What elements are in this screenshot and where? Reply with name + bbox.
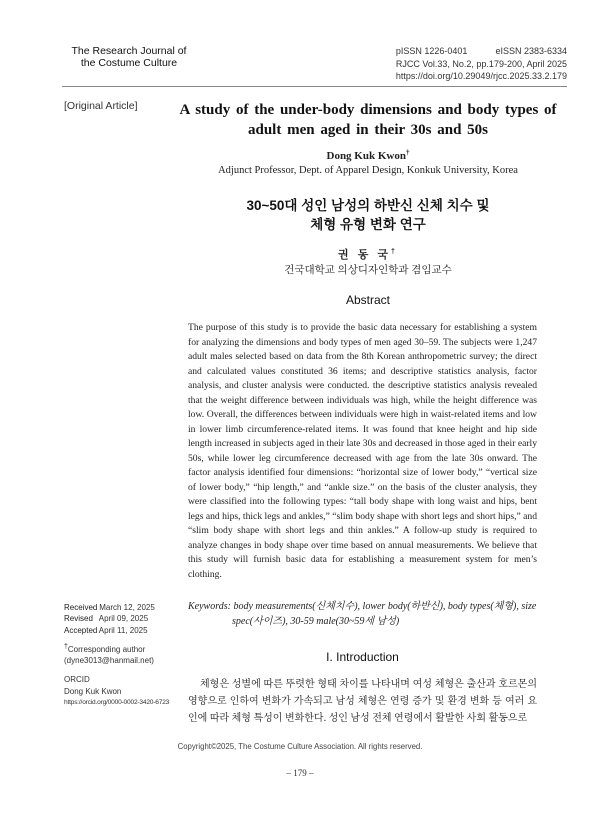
section-heading-introduction: I. Introduction: [326, 650, 399, 664]
eissn: eISSN 2383-6334: [495, 46, 567, 56]
abstract-text: The purpose of this study is to provide the basic data necessary for establishing a system for analyzing the dimensions and body types of men aged 30–59. The subjects were 1,247 adult males selected based on data from the 8th Korean anthropometric survey; the direct and calculated values constituted 36 items; and descriptive statistics analysis, factor analysis, and cluster analysis were conducted. the descriptive statistics analysis revealed that the weight difference between individuals was high, while the height difference was low. Overall, the differences between individuals were high in waist-related items and low in lower limb circumference-related items. It was found that knee height and hip side length increased in subjects aged in their late 30s and decreased in those aged in their early 50s, while lower leg circumference decreased with age from the late 30s onward. The factor analysis identified four dimensions: “horizontal size of lower body,” “vertical size of lower body,” “hip length,” and “ankle size.” on the basis of the cluster analysis, they were classified into the following types: “tall body shape with long waist and hips, bent legs and hips, thick legs and ankles,” “slim body shape with short legs and short hips,” and “slim body shape with short legs and thin ankles.” A follow-up study is required to analyze changes in body shape over time based on annual measurements. We believe that this study will furnish basic data for establishing a measurement system for men’s clothing.: [188, 322, 537, 580]
title-en: A study of the under-body dimensions and body types of adult men aged in their 30s and 50s: [179, 102, 557, 138]
received-date: March 12, 2025: [99, 603, 155, 612]
accepted-date: April 11, 2025: [98, 625, 148, 635]
corresponding-author-label: †Corresponding author: [64, 643, 146, 654]
pissn: pISSN 1226-0401: [395, 46, 468, 56]
page-number: – 179 –: [286, 768, 314, 778]
keywords: [188, 600, 537, 629]
doi-link[interactable]: https://doi.org/10.29049/rjcc.2025.33.2.179: [395, 71, 567, 81]
accepted-row: [64, 625, 184, 636]
author-ko-mark: †: [391, 248, 398, 256]
author-en: [178, 150, 558, 162]
author-en-mark: †: [405, 148, 410, 157]
author-ko-name: 권 동 국: [338, 249, 392, 261]
article-metadata: [64, 602, 184, 708]
introduction-text: 체형은 성별에 따른 뚜렷한 형태 차이를 나타내며 여성 체형은 출산과 호르몬의 영향으로 인하여 변화가 가속되고 남성 체형은 연령 증가 및 환경 변화 등 여러 요인에 따라 체형 특성이 변화한다. 성인 남성 전체 연령에서 활발한 사회 활동으로: [188, 679, 537, 724]
revised-date: April 09, 2025: [98, 614, 149, 624]
abstract-heading: Abstract: [345, 293, 390, 307]
author-en-name: Dong Kuk Kwon: [326, 150, 406, 162]
corresponding-mark: †: [64, 643, 68, 651]
corresponding-email[interactable]: (dyne3013@hanmail.net): [64, 656, 154, 666]
issn-block: [396, 45, 567, 83]
orcid-link[interactable]: https://orcid.org/0000-0002-3420-6723: [64, 699, 170, 707]
author-ko: [178, 246, 558, 262]
orcid-name: Dong Kuk Kwon: [64, 686, 122, 696]
affiliation-ko: 건국대학교 의상디자인학과 겸임교수: [284, 265, 452, 276]
title-ko-line2: 체형 유형 변화 연구: [310, 217, 426, 232]
revised-row: [64, 613, 184, 624]
article-type: [Original Article]: [64, 100, 138, 112]
header-divider: [62, 86, 567, 87]
keywords-line2: spec(사이즈), 30-59 male(30~59세 남성): [232, 615, 400, 627]
journal-name-line2: the Costume Culture: [80, 57, 178, 69]
journal-name-line1: The Research Journal of: [71, 45, 187, 57]
volume-info: RJCC Vol.33, No.2, pp.179-200, April 2025: [395, 58, 567, 69]
title-ko: [178, 196, 558, 234]
accepted-label: Accepted: [64, 625, 98, 635]
issn-line: [396, 45, 567, 58]
title-ko-line1: 30~50대 성인 남성의 하반신 신체 치수 및: [246, 198, 490, 213]
copyright-notice: Copyright©2025, The Costume Culture Association. All rights reserved.: [177, 742, 423, 751]
journal-name: [64, 45, 194, 69]
received-row: [64, 602, 184, 613]
orcid-label: ORCID: [64, 675, 90, 685]
keywords-line1: Keywords: body measurements(신체치수), lower body(하반신), body types(체형), size: [188, 601, 537, 612]
affiliation-en: Adjunct Professor, Dept. of Apparel Design, Konkuk University, Korea: [218, 165, 518, 176]
revised-label: Revised: [64, 614, 93, 624]
received-label: Received: [64, 603, 98, 612]
